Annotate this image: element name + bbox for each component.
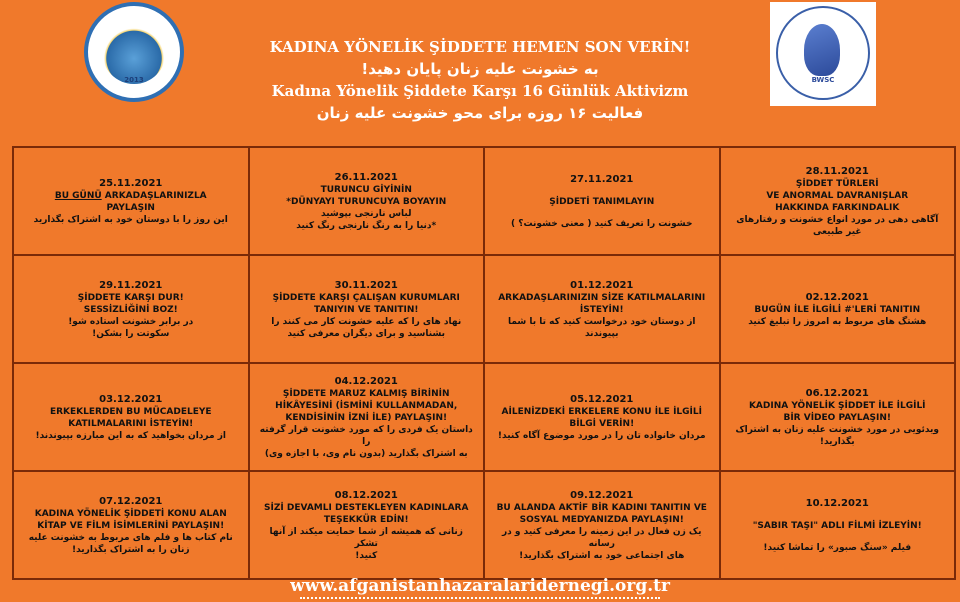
day-date: 01.12.2021: [570, 279, 634, 291]
day-activity-tr: "SABIR TAŞI" ADLI FİLMİ İZLEYİN!: [752, 520, 922, 531]
day-activity-fa: ویدئویی در مورد خشونت علیه زنان به اشتراک بگذارید!: [735, 424, 940, 447]
campaign-header: [200, 36, 760, 124]
day-activity-tr: ERKEKLERDEN BU MÜCADELEYE KATILMALARINI İSTEYİN!: [49, 406, 212, 429]
day-cell: [249, 471, 485, 579]
header-subtitle-fa: فعالیت ۱۶ روزه برای محو خشونت علیه زنان: [316, 104, 644, 122]
day-activity-tr: ŞİDDETE MARUZ KALMIŞ BİRİNİN HİKÂYESİNİ (İSMİNİ KULLANMADAN, KENDİSİNİN İZNİ İLE) PAYLAŞIN!: [275, 388, 458, 423]
day-cell: [484, 255, 720, 363]
day-cell: [249, 147, 485, 255]
day-activity-tr: ŞİDDETE KARŞI ÇALIŞAN KURUMLARI TANIYIN VE TANITIN!: [272, 292, 460, 315]
day-cell: [249, 363, 485, 471]
day-activity-fa: نام کتاب ها و فلم های مربوط به خشونت علیه زنان را به اشتراک بگذارید!: [28, 532, 233, 555]
day-activity-fa: خشونت را تعریف کنید ( معنی خشونت؟ ): [511, 218, 693, 229]
day-cell: [720, 363, 956, 471]
day-activity-tr-rest: ARKADAŞLARINIZLA PAYLAŞIN: [104, 190, 207, 213]
day-date: 08.12.2021: [334, 489, 398, 501]
day-activity-fa: نهاد های را که علیه خشونت کار می کنند را بشناسید و برای دیگران معرفی کنید: [271, 316, 462, 339]
association-emblem-icon: [84, 2, 184, 102]
day-activity-tr: ŞİDDETİ TANIMLAYIN: [549, 196, 655, 207]
header-title-tr: KADINA YÖNELİK ŞİDDETE HEMEN SON VERİN!: [269, 38, 691, 56]
day-date: 09.12.2021: [570, 489, 634, 501]
day-date: 02.12.2021: [805, 291, 869, 303]
day-activity-tr: ŞİDDET TÜRLERİ VE ANORMAL DAVRANIŞLAR HAKKINDA FARKINDALIK: [766, 178, 909, 213]
day-activity-fa: فیلم «سنگ صبور» را تماشا کنید!: [763, 542, 912, 553]
activity-calendar-grid: [12, 146, 956, 580]
day-cell: [720, 255, 956, 363]
day-activity-tr: KADINA YÖNELİK ŞİDDET İLE İLGİLİ BİR VİDEO PAYLAŞIN!: [748, 400, 926, 423]
day-activity-fa: در برابر خشونت استاده شو! سکوتت را بشکن!: [68, 316, 194, 339]
day-cell: [13, 147, 249, 255]
day-activity-fa: زنانی که همیشه از شما حمایت میکند از آنها تشکر کنید!: [269, 526, 463, 561]
day-cell: [484, 147, 720, 255]
day-date: 05.12.2021: [570, 393, 634, 405]
logo-year: 2013: [124, 76, 144, 84]
day-activity-tr: ŞİDDETE KARŞI DUR! SESSİZLİĞİNİ BOZ!: [77, 292, 184, 315]
day-activity-fa: مردان خانواده تان را در مورد موضوع آگاه کنید!: [497, 430, 706, 441]
day-activity-fa: هشتگ های مربوط به امروز را تبلیغ کنید: [748, 316, 927, 327]
day-cell: [13, 471, 249, 579]
day-date: 04.12.2021: [334, 375, 398, 387]
header-title-fa: به خشونت علیه زنان پایان دهید!: [361, 60, 599, 78]
day-activity-fa: این روز را با دوستان خود به اشتراک بگذارید: [33, 214, 228, 225]
day-activity-fa: آگاهی دهی در مورد انواع خشونت و رفتارهای غیر طبیعی: [736, 214, 939, 237]
day-activity-fa: از مردان بخواهید که به این مبارزه بپیوندند!: [35, 430, 226, 441]
day-cell: [13, 255, 249, 363]
day-cell: [720, 471, 956, 579]
day-date: 06.12.2021: [805, 387, 869, 399]
day-date: 25.11.2021: [99, 177, 163, 189]
logo-acronym: BWSC: [811, 76, 835, 84]
day-date: 28.11.2021: [805, 165, 869, 177]
day-activity-fa: یک زن فعال در این زمینه را معرفی کنید و در رسانه های اجتماعی خود به اشتراک بگذارید!: [501, 526, 702, 561]
day-activity-fa: از دوستان خود درخواست کنید که تا با شما بپیوندند: [507, 316, 696, 339]
day-activity-tr: BUGÜN İLE İLGİLİ #'LERİ TANITIN: [754, 304, 921, 315]
day-cell: [720, 147, 956, 255]
day-date: 26.11.2021: [334, 171, 398, 183]
day-activity-tr: AİLENİZDEKİ ERKELERE KONU İLE İLGİLİ BİLGİ VERİN!: [501, 406, 702, 429]
day-cell: [484, 471, 720, 579]
day-date: 29.11.2021: [99, 279, 163, 291]
day-activity-tr: TURUNCU GİYİNİN *DÜNYAYI TURUNCUYA BOYAYIN: [286, 184, 447, 207]
header-subtitle-tr: Kadına Yönelik Şiddete Karşı 16 Günlük Aktivizm: [271, 82, 689, 100]
woman-figure-icon: [804, 24, 840, 76]
day-date: 27.11.2021: [570, 173, 634, 185]
day-activity-tr: ARKADAŞLARINIZIN SİZE KATILMALARINI İSTEYİN!: [498, 292, 706, 315]
day-cell: [249, 255, 485, 363]
day-date: 03.12.2021: [99, 393, 163, 405]
day-activity-fa: داستان یک فردی را که مورد خشونت قرار گرفته را به اشتراک بگذارید (بدون نام وی، با اجازه وی): [259, 424, 473, 459]
day-activity-tr: SİZİ DEVAMLI DESTEKLEYEN KADINLARA TEŞEKKÜR EDİN!: [264, 502, 469, 525]
underlined-phrase: BU GÜNÜ: [54, 190, 102, 201]
day-date: 30.11.2021: [334, 279, 398, 291]
day-activity-tr: KADINA YÖNELİK ŞİDDETİ KONU ALAN KİTAP VE FİLM İSİMLERİNİ PAYLAŞIN!: [34, 508, 227, 531]
day-cell: [13, 363, 249, 471]
day-activity-tr: [55, 190, 207, 214]
women-solidarity-logo-icon: [770, 2, 876, 106]
globe-emblem: [102, 20, 166, 84]
day-activity-tr: BU ALANDA AKTİF BİR KADINI TANITIN VE SOSYAL MEDYANIZDA PAYLAŞIN!: [496, 502, 707, 525]
day-cell: [484, 363, 720, 471]
day-date: 07.12.2021: [99, 495, 163, 507]
day-date: 10.12.2021: [805, 497, 869, 509]
website-link[interactable]: www.afganistanhazaralaridernegi.org.tr: [290, 576, 670, 596]
day-activity-fa: لباس نارنجی بپوشید *دنیا را به رنگ نارنجی رنگ کنید: [296, 208, 437, 231]
